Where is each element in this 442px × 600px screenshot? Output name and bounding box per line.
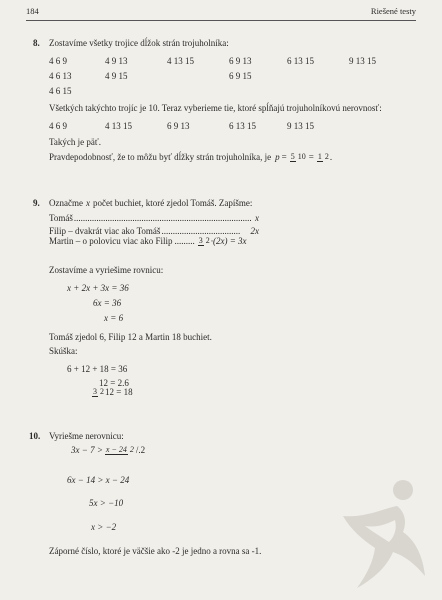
problem-8-number: 8. xyxy=(33,38,40,48)
problem-8-five-text: Takých je päť. xyxy=(49,137,101,147)
check-3 xyxy=(91,387,133,397)
equation-3: x = 6 xyxy=(104,313,124,323)
denominator: 2 xyxy=(100,387,104,396)
intro-text: Označme xyxy=(49,198,83,208)
numerator: x − 24 xyxy=(105,445,127,454)
leader-dots: ......... xyxy=(174,236,195,246)
leader-dots: ................................... xyxy=(161,226,241,236)
fraction-x-24-2 xyxy=(105,445,134,455)
problem-10-conclusion: Záporné číslo, ktoré je väčšie ako -2 je jedno a rovna sa -1. xyxy=(49,546,262,556)
triple: 9 13 15 xyxy=(349,56,376,66)
inequality-2: 6x − 14 > x − 24 xyxy=(67,475,130,485)
check-label: Skúška: xyxy=(49,346,78,356)
triple: 6 13 15 xyxy=(287,56,314,66)
martin-line xyxy=(49,236,247,246)
fraction-3-2 xyxy=(92,387,104,397)
fraction-5-10 xyxy=(290,152,306,162)
triple: 4 9 13 xyxy=(105,56,128,66)
x-variable: x xyxy=(85,198,90,208)
problem-9-number: 9. xyxy=(33,198,40,208)
equals-sign: = xyxy=(281,152,287,162)
denominator: 10 xyxy=(297,152,306,161)
numerator: 5 xyxy=(290,152,295,161)
check-1: 6 + 12 + 18 = 36 xyxy=(67,364,128,374)
equation-1: x + 2x + 3x = 36 xyxy=(67,283,129,293)
probability-line xyxy=(49,152,332,162)
triple: 4 6 9 xyxy=(49,56,67,66)
valid-triple: 4 6 9 xyxy=(49,121,67,131)
header-title: Riešené testy xyxy=(370,6,416,16)
triple: 4 6 13 xyxy=(49,71,72,81)
martin-label: Martin – o polovicu viac ako Filip xyxy=(49,236,173,246)
multiplier-note: /.2 xyxy=(135,445,146,455)
page-number: 184 xyxy=(26,6,39,16)
triple: 6 9 13 xyxy=(229,56,252,66)
valid-triple: 9 13 15 xyxy=(287,121,314,131)
triple: 4 9 15 xyxy=(105,71,128,81)
filip-value: 2x xyxy=(250,226,259,236)
tomas-line xyxy=(49,213,259,223)
filip-label: Filip – dvakrát viac ako Tomáš xyxy=(49,226,161,236)
martin-expression: ·(2x) = 3x xyxy=(210,236,247,246)
inequality-1 xyxy=(71,445,145,455)
tomas-value: x xyxy=(255,213,259,223)
fraction-3-2 xyxy=(198,236,210,246)
numerator: 1 xyxy=(317,152,322,161)
problem-10-intro: Vyriešme nerovnicu: xyxy=(49,431,124,441)
inequality-left: 3x − 7 > xyxy=(71,445,103,455)
problem-8-intro: Zostavíme všetky trojice dĺžok strán trojuholníka: xyxy=(49,38,229,48)
leader-dots: ............................................................................... xyxy=(73,213,252,223)
valid-triple: 6 9 13 xyxy=(167,121,190,131)
end-dot: . xyxy=(329,152,333,162)
page-header xyxy=(26,6,416,21)
numerator: 3 xyxy=(198,236,203,245)
triple: 4 13 15 xyxy=(167,56,194,66)
p-variable: p xyxy=(275,152,280,162)
triple: 4 6 15 xyxy=(49,86,72,96)
inequality-4: x > −2 xyxy=(91,522,117,532)
tomas-label: Tomáš xyxy=(49,213,73,223)
denominator: 2 xyxy=(324,152,329,161)
problem-9-result: Tomáš zjedol 6, Filip 12 a Martin 18 buchiet. xyxy=(49,332,212,342)
probability-text: Pravdepodobnosť, že to môžu byť dĺžky strán trojuholníka, je xyxy=(49,152,272,162)
intro-text: počet buchiet, ktoré zjedol Tomáš. Zapíšme: xyxy=(92,198,253,208)
solve-text: Zostavíme a vyriešime rovnicu: xyxy=(49,265,164,275)
denominator: 2 xyxy=(129,445,134,454)
fraction-1-2 xyxy=(317,152,329,162)
valid-triple: 4 13 15 xyxy=(105,121,132,131)
numerator: 3 xyxy=(93,387,97,396)
denominator: 2 xyxy=(205,236,210,245)
equation-2: 6x = 36 xyxy=(93,298,122,308)
valid-triple: 6 13 15 xyxy=(229,121,256,131)
problem-9-intro xyxy=(49,198,252,208)
problem-10-number: 10. xyxy=(29,431,41,441)
check-3-expression: 12 = 18 xyxy=(105,387,133,397)
publisher-logo-icon xyxy=(335,478,430,593)
filip-line xyxy=(49,226,259,236)
check-2: 12 = 2.6 xyxy=(99,378,129,388)
problem-8-count-text: Všetkých takýchto trojíc je 10. Teraz vyberieme tie, ktoré spĺňajú trojuholníkovú nerovnosť: xyxy=(49,103,382,113)
triple: 6 9 15 xyxy=(229,71,252,81)
inequality-3: 5x > −10 xyxy=(89,498,124,508)
equals-sign: = xyxy=(308,152,314,162)
